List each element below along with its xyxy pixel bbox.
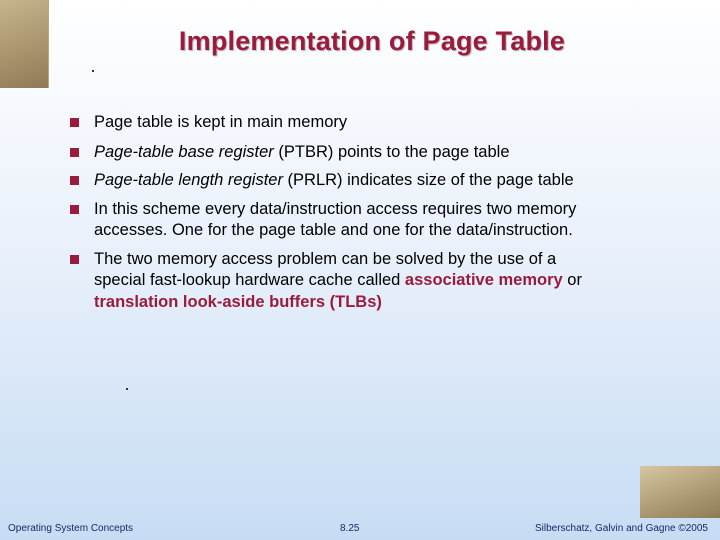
bullet-item-3 — [68, 170, 588, 192]
bullet-marker-icon — [70, 176, 79, 185]
footer-right: Silberschatz, Galvin and Gagne ©2005 — [534, 523, 708, 534]
bullet-item-2 — [68, 142, 588, 164]
slide-title: Implementation of Page Table — [178, 26, 566, 56]
bullet-text: (PTBR) points to the page table — [273, 142, 510, 161]
dinosaur-logo-icon — [640, 466, 720, 518]
bullet-item-4 — [68, 199, 588, 242]
decorative-dot — [126, 388, 128, 390]
bullet-term: Page-table base register — [94, 142, 274, 161]
bullet-list — [68, 112, 588, 313]
bullet-text: In this scheme every data/instruction access requires two memory accesses. One for the page table and one for the data/instruction. — [94, 199, 577, 239]
footer-left: Operating System Concepts — [8, 523, 134, 534]
page-number: 8.25 — [340, 523, 360, 534]
bullet-text: or — [562, 271, 582, 289]
bullet-marker-icon — [70, 118, 79, 127]
bullet-item-5 — [68, 249, 588, 314]
term-tlb: translation look-aside buffers (TLBs) — [94, 292, 382, 311]
bullet-text: Page table is kept in main memory — [94, 113, 348, 131]
bullet-item-1 — [68, 112, 588, 134]
decorative-dot — [92, 70, 94, 72]
term-associative-memory: associative memory — [404, 271, 563, 289]
bullet-term: Page-table length register — [94, 171, 283, 189]
bullet-marker-icon — [70, 148, 79, 157]
bullet-text: (PRLR) indicates size of the page table — [282, 171, 574, 189]
bullet-marker-icon — [70, 205, 79, 214]
bullet-text: The two memory access problem can be solved by the use of a special fast-lookup hardware cache called — [94, 249, 557, 289]
bullet-marker-icon — [70, 255, 79, 264]
